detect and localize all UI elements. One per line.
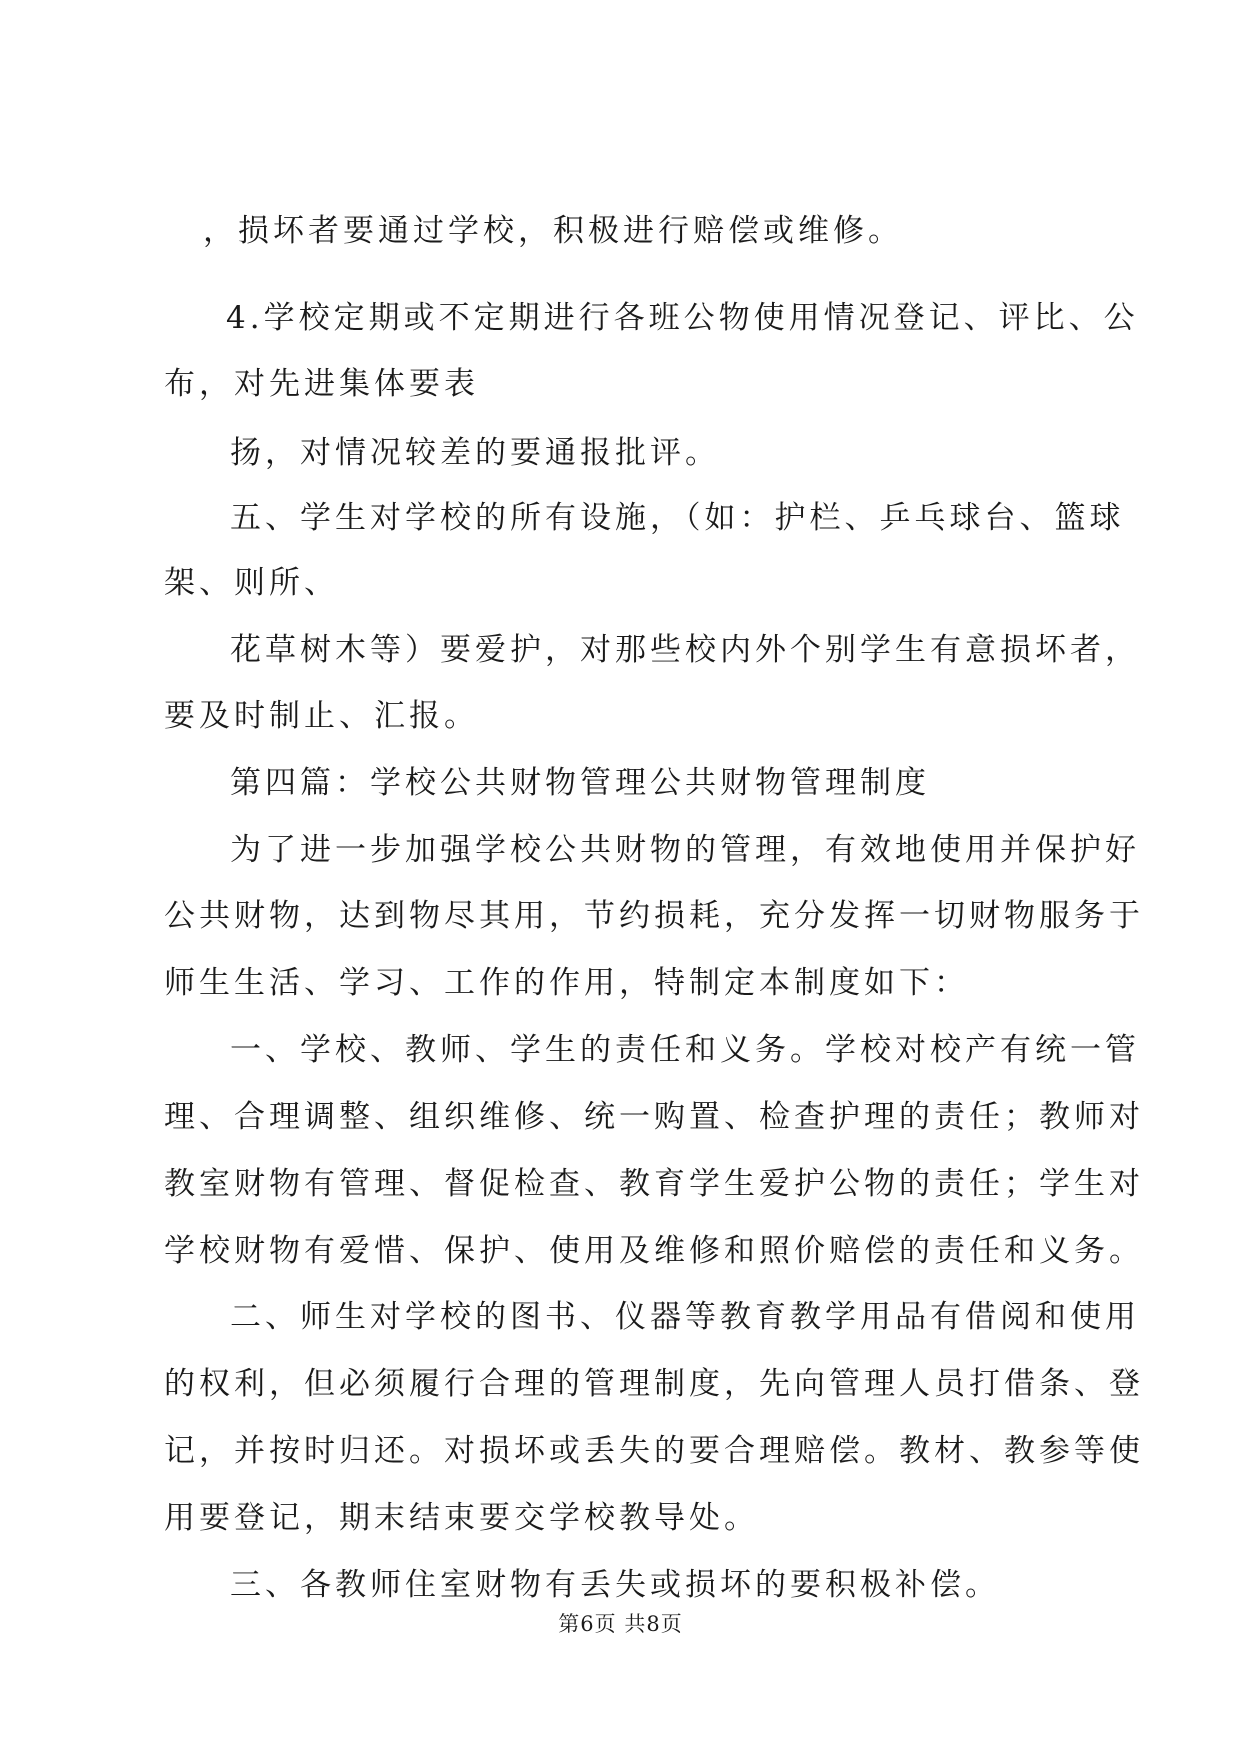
text-line: 公共财物，达到物尽其用，节约损耗，充分发挥一切财物服务于 xyxy=(164,898,1144,934)
text-line: 理、合理调整、组织维修、统一购置、检查护理的责任；教师对 xyxy=(164,1099,1144,1135)
text-line: 的权利，但必须履行合理的管理制度，先向管理人员打借条、登 xyxy=(164,1366,1144,1402)
text-line: 三、各教师住室财物有丢失或损坏的要积极补偿。 xyxy=(230,1567,1000,1603)
text-line: 扬，对情况较差的要通报批评。 xyxy=(230,435,720,471)
text-line: 4.学校定期或不定期进行各班公物使用情况登记、评比、公 xyxy=(226,300,1139,336)
text-line: 师生生活、学习、工作的作用，特制定本制度如下： xyxy=(164,965,969,1001)
text-line: 一、学校、教师、学生的责任和义务。学校对校产有统一管 xyxy=(230,1032,1140,1068)
text-line: 布，对先进集体要表 xyxy=(164,366,479,402)
text-line: 要及时制止、汇报。 xyxy=(164,698,479,734)
text-line: 教室财物有管理、督促检查、教育学生爱护公物的责任；学生对 xyxy=(164,1166,1144,1202)
text-line: 花草树木等）要爱护，对那些校内外个别学生有意损坏者， xyxy=(230,632,1140,668)
text-line: 二、师生对学校的图书、仪器等教育教学用品有借阅和使用 xyxy=(230,1299,1140,1335)
text-line: 为了进一步加强学校公共财物的管理，有效地使用并保护好 xyxy=(230,832,1140,868)
text-line: 五、学生对学校的所有设施，（如：护栏、乒乓球台、篮球 xyxy=(230,500,1125,536)
text-line: 记，并按时归还。对损坏或丢失的要合理赔偿。教材、教参等使 xyxy=(164,1433,1144,1469)
page-number-footer: 第6页 共8页 xyxy=(558,1612,683,1636)
text-line: 学校财物有爱惜、保护、使用及维修和照价赔偿的责任和义务。 xyxy=(164,1233,1144,1269)
text-line: 架、则所、 xyxy=(164,565,339,601)
section-heading: 第四篇：学校公共财物管理公共财物管理制度 xyxy=(230,765,930,801)
text-line: 用要登记，期末结束要交学校教导处。 xyxy=(164,1500,759,1536)
text-line: ，损坏者要通过学校，积极进行赔偿或维修。 xyxy=(203,213,903,249)
